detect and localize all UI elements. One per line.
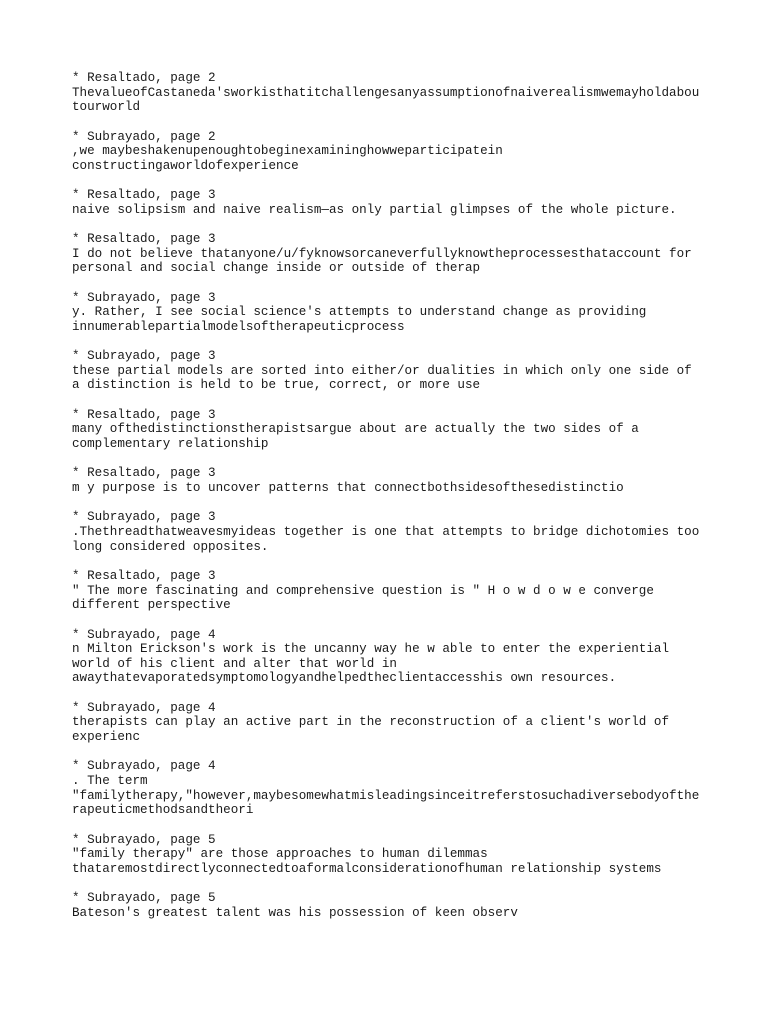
annotation-text-line: . The term <box>72 773 148 788</box>
annotation-text-line: complementary relationship <box>72 437 269 452</box>
annotation-text-line: y. Rather, I see social science's attempts to understand change as providing <box>72 305 647 320</box>
annotation-text-line: n Milton Erickson's work is the uncanny way he w able to enter the experiential <box>72 642 670 657</box>
annotation-header: * Resaltado, page 3 <box>72 569 216 584</box>
annotation-header: * Subrayado, page 4 <box>72 700 216 715</box>
annotation-header: * Subrayado, page 4 <box>72 627 216 642</box>
annotation-text-line: rapeuticmethodsandtheori <box>72 803 254 818</box>
annotation-header: * Resaltado, page 2 <box>72 71 216 85</box>
annotation-text-line: many ofthedistinctionstherapistsargue about are actually the two sides of a <box>72 422 639 437</box>
annotation-header: * Subrayado, page 5 <box>72 832 216 847</box>
annotation-text-line: "familytherapy,"however,maybesomewhatmisleadingsinceitreferstosuchadiversebodyofthe <box>72 788 700 803</box>
annotation-header: * Resaltado, page 3 <box>72 232 216 247</box>
annotation-header: * Subrayado, page 4 <box>72 759 216 774</box>
annotation-header: * Subrayado, page 5 <box>72 891 216 906</box>
annotation-entry <box>72 71 702 115</box>
annotation-entry <box>72 891 702 920</box>
annotation-text-line: naive solipsism and naive realism—as only partial glimpses of the whole picture. <box>72 202 677 217</box>
annotation-entry <box>72 628 702 686</box>
annotation-text-line: personal and social change inside or outside of therap <box>72 261 481 276</box>
annotation-entry <box>72 291 702 335</box>
annotation-text-line: constructingaworldofexperience <box>72 158 299 173</box>
annotation-entry <box>72 466 702 495</box>
annotation-document <box>72 71 702 935</box>
annotation-entry <box>72 569 702 613</box>
annotation-header: * Subrayado, page 3 <box>72 349 216 364</box>
annotation-text-line: awaythatevaporatedsymptomologyandhelpedtheclientaccesshis own resources. <box>72 671 617 686</box>
annotation-text-line: therapists can play an active part in the reconstruction of a client's world of <box>72 715 670 730</box>
annotation-text-line: .Thethreadthatweavesmyideas together is one that attempts to bridge dichotomies too <box>72 525 700 540</box>
annotation-entry <box>72 510 702 554</box>
annotation-header: * Resaltado, page 3 <box>72 466 216 481</box>
annotation-text-line: innumerablepartialmodelsoftherapeuticprocess <box>72 319 405 334</box>
annotation-entry <box>72 130 702 174</box>
annotation-text-line: different perspective <box>72 598 231 613</box>
annotation-header: * Subrayado, page 3 <box>72 510 216 525</box>
annotation-text-line: ThevalueofCastaneda'sworkisthatitchallengesanyassumptionofnaiverealismwemayholdabou <box>72 85 700 100</box>
annotation-text-line: world of his client and alter that world in <box>72 656 397 671</box>
annotation-header: * Resaltado, page 3 <box>72 407 216 422</box>
annotation-header: * Resaltado, page 3 <box>72 188 216 203</box>
annotation-entry <box>72 833 702 877</box>
annotation-text-line: a distinction is held to be true, correct, or more use <box>72 378 481 393</box>
annotation-text-line: Bateson's greatest talent was his possession of keen observ <box>72 905 518 920</box>
annotation-entry <box>72 188 702 217</box>
annotation-text-line: ,we maybeshakenupenoughtobeginexamininghowweparticipatein <box>72 144 503 159</box>
annotation-text-line: these partial models are sorted into either/or dualities in which only one side of <box>72 363 692 378</box>
annotation-text-line: experienc <box>72 729 141 744</box>
annotation-text-line: tourworld <box>72 100 141 115</box>
annotation-entry <box>72 232 702 276</box>
annotation-text-line: " The more fascinating and comprehensive question is " H o w d o w e converge <box>72 583 654 598</box>
annotation-entry <box>72 701 702 745</box>
annotation-entry <box>72 408 702 452</box>
annotation-entry <box>72 349 702 393</box>
annotation-text-line: thataremostdirectlyconnectedtoaformalconsiderationofhuman relationship systems <box>72 861 662 876</box>
annotation-header: * Subrayado, page 2 <box>72 129 216 144</box>
annotation-text-line: m y purpose is to uncover patterns that connectbothsidesofthesedistinctio <box>72 481 624 496</box>
annotation-text-line: "family therapy" are those approaches to human dilemmas <box>72 847 488 862</box>
annotation-header: * Subrayado, page 3 <box>72 290 216 305</box>
annotation-entry <box>72 759 702 817</box>
annotation-text-line: I do not believe thatanyone/u/fyknowsorcaneverfullyknowtheprocessesthataccount for <box>72 246 692 261</box>
annotation-text-line: long considered opposites. <box>72 539 269 554</box>
